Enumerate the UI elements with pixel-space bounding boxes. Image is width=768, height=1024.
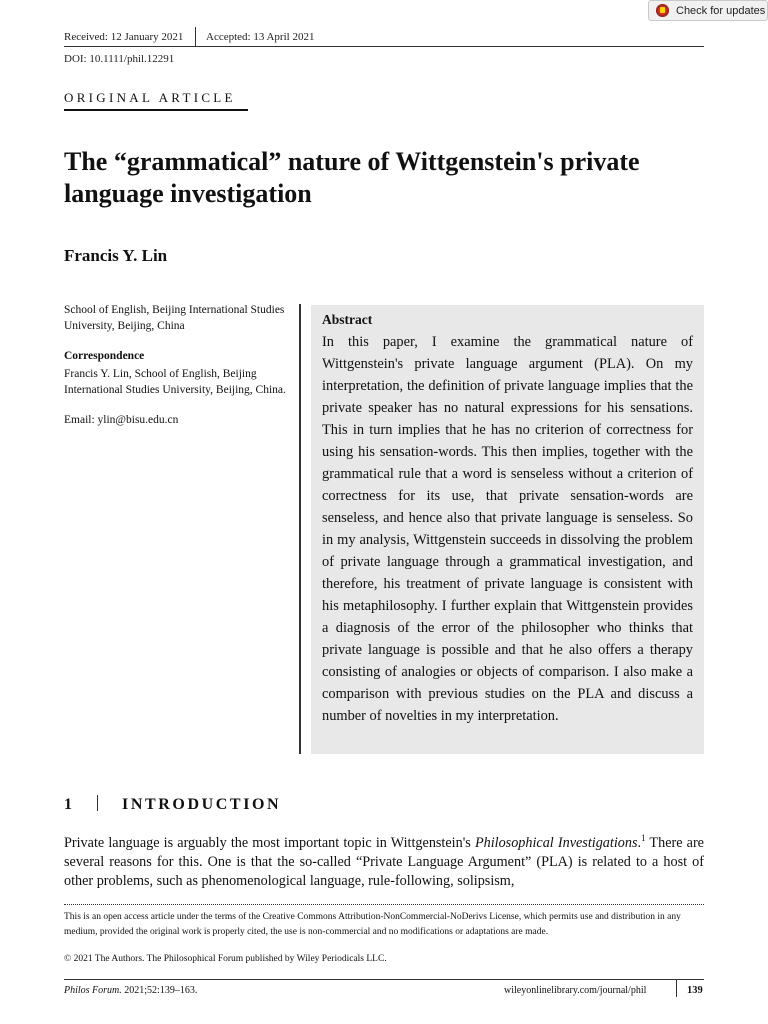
doi: DOI: 10.1111/phil.12291 [64,53,175,65]
license-notice: This is an open access article under the terms of the Creative Commons Attribution-NonCommercial-NoDerivs License, which permits use and distribution in any medium, provided the original work is properly cited, the use is non-commercial and no modifications or adaptations are made. [64,912,681,937]
page-number: 139 [687,985,703,996]
copyright-notice: © 2021 The Authors. The Philosophical Forum published by Wiley Periodicals LLC. [64,954,387,964]
intro-text: Private language is arguably the most important topic in Wittgenstein's [64,835,475,851]
section-title: INTRODUCTION [122,796,282,813]
accepted-date: Accepted: 13 April 2021 [206,31,315,43]
intro-period: . [637,835,642,851]
intro-paragraph [64,834,704,892]
header-divider [195,27,196,46]
section-divider [97,795,98,811]
journal-website[interactable]: wileyonlinelibrary.com/journal/phil [504,985,647,996]
header-rule [64,46,704,47]
article-title: The “grammatical” nature of Wittgenstein's private language investigation [64,147,640,208]
abstract-heading: Abstract [322,312,373,327]
work-title: Philosophical Investigations [474,835,638,851]
correspondence-address: Francis Y. Lin, School of English, Beijing International Studies University, Beijing, China. [64,368,286,396]
correspondence-email[interactable]: Email: ylin@bisu.edu.cn [64,414,179,426]
journal-name: Philos Forum. [64,985,122,996]
check-for-updates-button[interactable] [648,0,768,21]
intro-text-continued: There are several reasons for this. One is that the so-called “Private Language Argument” (PLA) is related to a host of other problems, such as phenomenological language, rule-following, solipsism, [64,835,704,889]
author-name: Francis Y. Lin [64,246,168,265]
footnote-marker[interactable]: 1 [641,834,646,843]
page-divider [676,980,677,997]
abstract-text: In this paper, I examine the grammatical nature of Wittgenstein's private language argument (PLA). On my interpretation, the definition of private language implies that the private speaker has no natural expressions for his sensations. This in turn implies that he has no criterion of correctness for using his sensation-words. This then implies, together with the grammatical rule that a word is senseless without a criterion of correctness for its use, that private sensation-words are senseless, and hence also that private language is senseless. So in my analysis, Wittgenstein succeeds in dissolving the problem of private language through a grammatical investigation, and therefore, his treatment of private language is consistent with his metaphilosophy. I further explain that Wittgenstein provides a diagnosis of the error of the philosopher who thinks that private language is possible and that he also offers a therapy consisting of analogies or objects of comparison. I also make a comparison with previous studies on the PLA and discuss a number of novelties in my interpretation. [322,334,693,724]
received-date: Received: 12 January 2021 [64,31,184,43]
journal-citation [64,985,197,996]
footnote-separator [64,904,704,905]
author-affiliation: School of English, Beijing International Studies University, Beijing, China [64,304,285,332]
article-type: ORIGINAL ARTICLE [64,90,236,105]
check-for-updates-label: Check for updates [676,4,766,17]
crossmark-icon [656,4,669,17]
article-type-underline [64,109,248,111]
abstract-divider [299,304,301,754]
footer-rule [64,979,704,980]
journal-volume: 2021;52:139–163. [121,985,198,996]
correspondence-heading: Correspondence [64,350,145,362]
section-number: 1 [64,796,72,813]
